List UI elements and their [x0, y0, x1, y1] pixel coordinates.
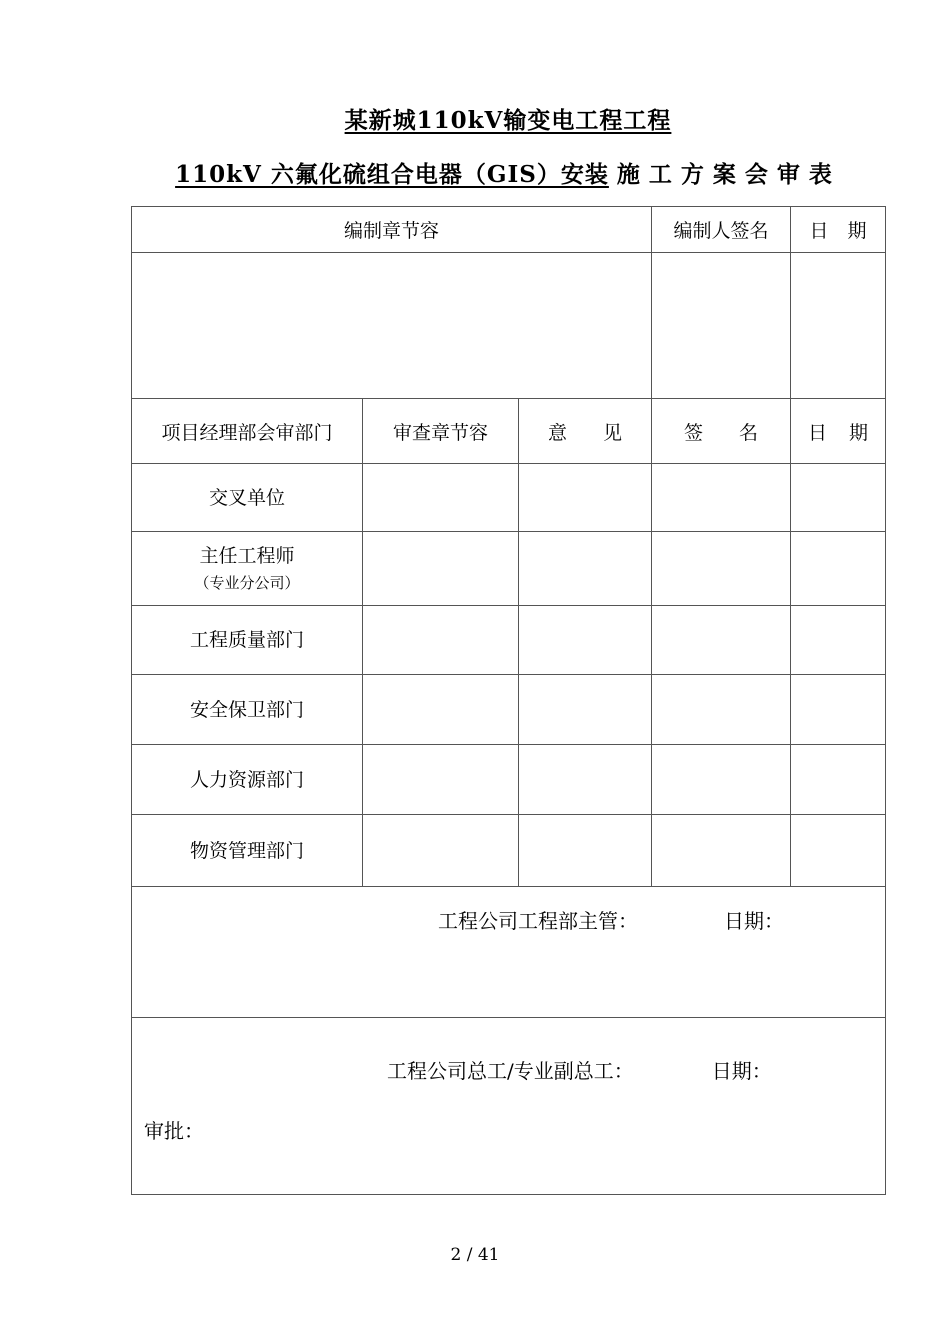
input-date-4[interactable] — [791, 745, 886, 815]
input-signature-0[interactable] — [652, 464, 791, 532]
table-row-approval — [132, 1018, 886, 1195]
approval-label: 审批： — [144, 1119, 204, 1143]
approval-signature-line — [387, 1055, 772, 1084]
header-signature-text: 签 名 — [684, 421, 759, 444]
header-cell-review-date — [791, 399, 886, 464]
approval-cell[interactable] — [132, 1018, 886, 1195]
input-signature-4[interactable] — [652, 745, 791, 815]
header-review-date-text: 日 期 — [808, 421, 869, 444]
table-row — [132, 464, 886, 532]
input-compile-content[interactable] — [132, 253, 652, 399]
input-signature-1[interactable] — [652, 532, 791, 606]
input-review-content-4[interactable] — [363, 745, 519, 815]
input-signature-2[interactable] — [652, 606, 791, 675]
table-row — [132, 606, 886, 675]
input-date-0[interactable] — [791, 464, 886, 532]
page-title-secondary — [131, 158, 885, 192]
header-cell-signature — [652, 399, 791, 464]
input-date-2[interactable] — [791, 606, 886, 675]
header-cell-compiler-signature: 编制人签名 — [652, 207, 791, 253]
department-label-2: 工程质量部门 — [132, 606, 363, 675]
department-label-1-sub: （专业分公司） — [194, 573, 300, 592]
header-opinion-text: 意 见 — [548, 421, 622, 444]
input-compile-date[interactable] — [791, 253, 886, 399]
header-cell-opinion — [519, 399, 652, 464]
input-review-content-1[interactable] — [363, 532, 519, 606]
header-cell-compile-content: 编制章节容 — [132, 207, 652, 253]
page-title-secondary-underlined: 110kV 六氟化硫组合电器（GIS）安装 — [175, 161, 609, 188]
input-opinion-1[interactable] — [519, 532, 652, 606]
review-form-table — [131, 206, 886, 1195]
supervisor-date-label: 日期： — [724, 909, 784, 933]
input-opinion-2[interactable] — [519, 606, 652, 675]
supervisor-signature-line — [438, 905, 784, 934]
input-date-1[interactable] — [791, 532, 886, 606]
input-review-content-5[interactable] — [363, 815, 519, 887]
page-title-primary-text: 某新城110kV输变电工程工程 — [344, 107, 672, 134]
department-label-0: 交叉单位 — [132, 464, 363, 532]
table-row — [132, 532, 886, 606]
input-date-5[interactable] — [791, 815, 886, 887]
department-label-3: 安全保卫部门 — [132, 675, 363, 745]
table-row — [132, 745, 886, 815]
table-header-row-compile — [132, 207, 886, 253]
header-cell-review-content: 审查章节容 — [363, 399, 519, 464]
page-number-footer: 2 / 41 — [450, 1245, 500, 1265]
input-review-content-3[interactable] — [363, 675, 519, 745]
table-row-compile-entry — [132, 253, 886, 399]
input-opinion-3[interactable] — [519, 675, 652, 745]
department-label-4: 人力资源部门 — [132, 745, 363, 815]
table-header-row-review — [132, 399, 886, 464]
input-opinion-4[interactable] — [519, 745, 652, 815]
page-title-primary — [131, 104, 885, 138]
table-row — [132, 675, 886, 745]
supervisor-signature-cell[interactable] — [132, 887, 886, 1018]
input-date-3[interactable] — [791, 675, 886, 745]
page-title-secondary-trailing: 施工方案会审表 — [616, 161, 841, 188]
header-cell-compile-date: 日 期 — [791, 207, 886, 253]
input-signature-3[interactable] — [652, 675, 791, 745]
approval-date-label: 日期： — [711, 1059, 772, 1083]
input-review-content-0[interactable] — [363, 464, 519, 532]
department-label-1-main: 主任工程师 — [199, 544, 295, 567]
approval-role-label: 工程公司总工/专业副总工： — [387, 1059, 634, 1083]
input-compiler-signature[interactable] — [652, 253, 791, 399]
department-label-1 — [132, 532, 363, 606]
header-cell-department: 项目经理部会审部门 — [132, 399, 363, 464]
input-opinion-0[interactable] — [519, 464, 652, 532]
document-title-block — [131, 104, 885, 192]
input-opinion-5[interactable] — [519, 815, 652, 887]
input-signature-5[interactable] — [652, 815, 791, 887]
table-row-supervisor-signature — [132, 887, 886, 1018]
input-review-content-2[interactable] — [363, 606, 519, 675]
department-label-5: 物资管理部门 — [132, 815, 363, 887]
supervisor-role-label: 工程公司工程部主管： — [438, 909, 638, 933]
table-row — [132, 815, 886, 887]
